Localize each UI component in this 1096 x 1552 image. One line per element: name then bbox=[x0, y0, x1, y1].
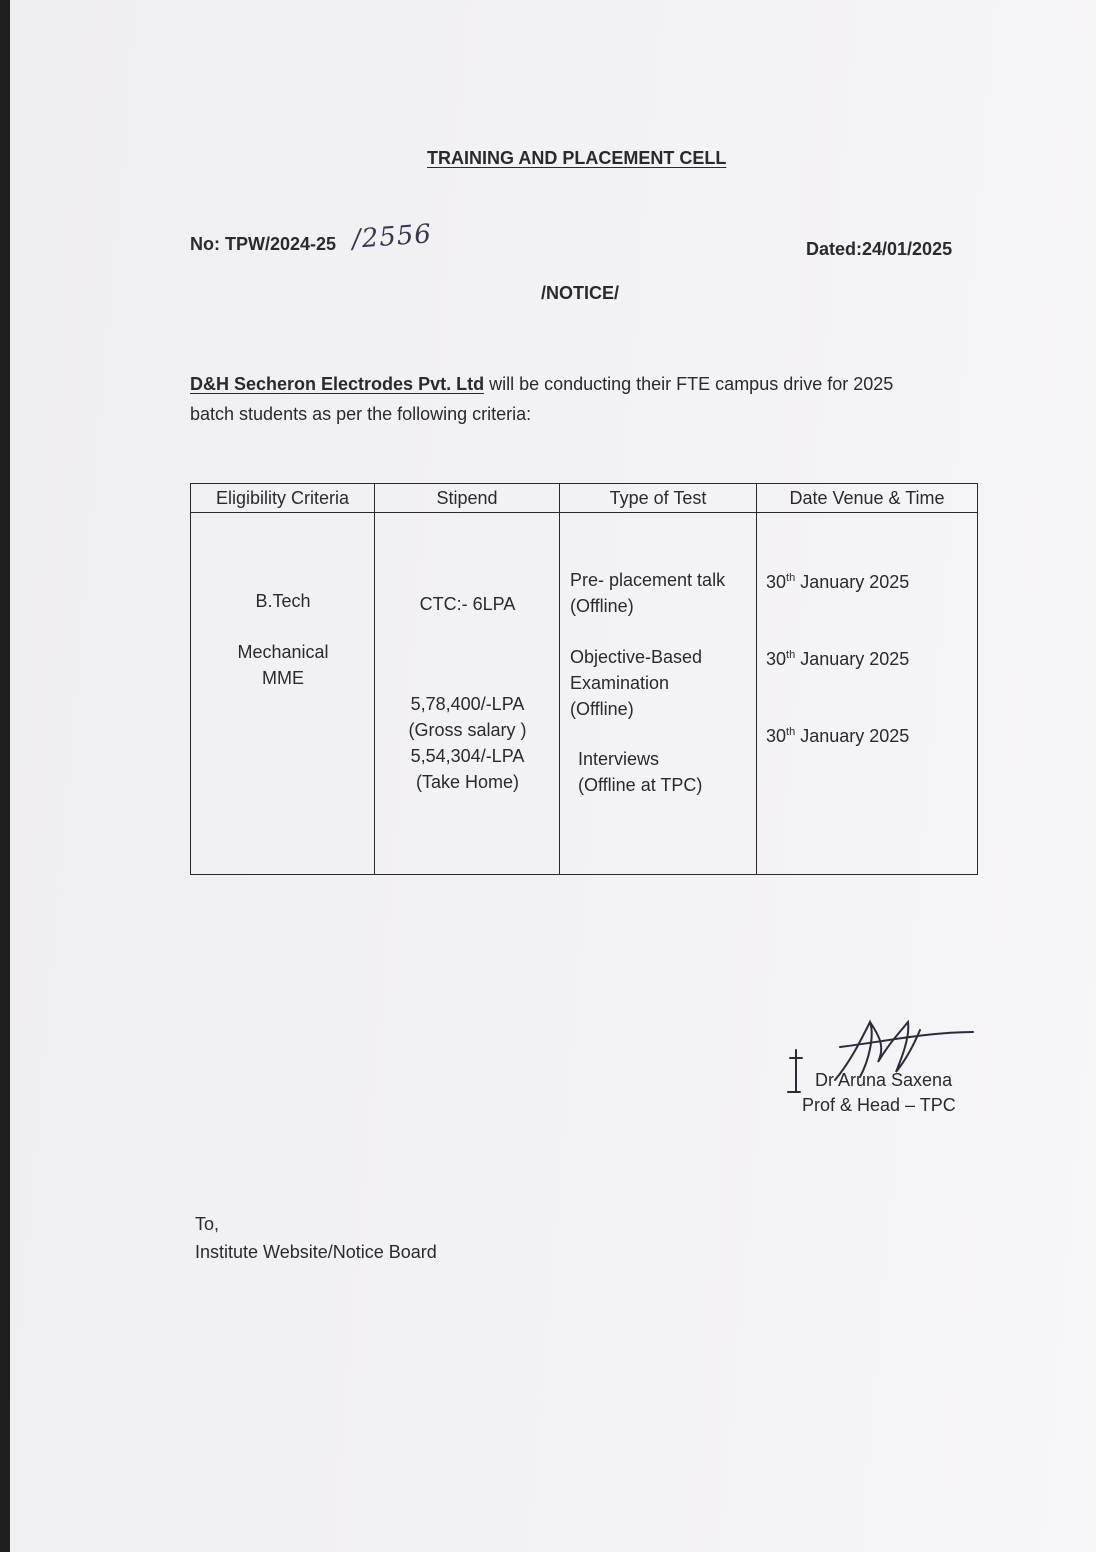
issue-date: Dated:24/01/2025 bbox=[806, 239, 953, 259]
take-home-value: 5,54,304/-LPA bbox=[410, 746, 525, 766]
signatory-designation: Prof & Head – TPC bbox=[802, 1095, 956, 1115]
table-row bbox=[191, 513, 978, 875]
recipient-label: To, bbox=[195, 1214, 220, 1234]
intro-line-2: batch students as per the following criteria: bbox=[190, 404, 532, 424]
gross-salary-value: 5,78,400/-LPA bbox=[410, 694, 525, 714]
notice-label: /NOTICE/ bbox=[541, 283, 620, 303]
branch-mechanical: Mechanical bbox=[237, 642, 329, 662]
signature-initial-mark bbox=[786, 1046, 806, 1096]
test-1-mode: (Offline) bbox=[570, 596, 634, 616]
test-2-name-line1: Objective-Based bbox=[570, 647, 703, 667]
test-type-cell bbox=[560, 513, 757, 875]
header-stipend: Stipend bbox=[375, 484, 560, 513]
test-3-name: Interviews bbox=[578, 749, 660, 769]
eligibility-cell bbox=[191, 513, 375, 875]
date-3: 30th January 2025 bbox=[766, 726, 910, 746]
intro-paragraph bbox=[190, 369, 893, 429]
page-title: TRAINING AND PLACEMENT CELL bbox=[427, 148, 727, 168]
test-3-mode: (Offline at TPC) bbox=[578, 775, 703, 795]
company-name: D&H Secheron Electrodes Pvt. Ltd bbox=[190, 374, 485, 394]
intro-line-1-rest: will be conducting their FTE campus drive for 2025 bbox=[484, 374, 894, 394]
test-2-mode: (Offline) bbox=[570, 699, 634, 719]
header-eligibility: Eligibility Criteria bbox=[191, 484, 375, 513]
header-date-venue-time: Date Venue & Time bbox=[757, 484, 978, 513]
notice-paper bbox=[10, 0, 1096, 1552]
test-2-name-line2: Examination bbox=[570, 673, 670, 693]
take-home-label: (Take Home) bbox=[415, 772, 520, 792]
gross-salary-label: (Gross salary ) bbox=[408, 720, 527, 740]
test-1-name: Pre- placement talk bbox=[570, 570, 726, 590]
degree: B.Tech bbox=[255, 591, 311, 611]
table-header-row bbox=[191, 484, 978, 513]
date-1: 30th January 2025 bbox=[766, 572, 910, 592]
branch-mme: MME bbox=[262, 668, 304, 688]
ctc-value: CTC:- 6LPA bbox=[419, 594, 516, 614]
stipend-cell bbox=[375, 513, 560, 875]
signatory-name: Dr Aruna Saxena bbox=[815, 1070, 953, 1090]
header-type-of-test: Type of Test bbox=[560, 484, 757, 513]
date-cell bbox=[757, 513, 978, 875]
intro-line-1 bbox=[190, 369, 893, 399]
criteria-table bbox=[190, 483, 978, 875]
date-2: 30th January 2025 bbox=[766, 649, 910, 669]
handwritten-reference: /2556 bbox=[351, 219, 433, 255]
reference-number: No: TPW/2024-25 bbox=[190, 234, 337, 254]
recipient-destination: Institute Website/Notice Board bbox=[195, 1242, 437, 1262]
